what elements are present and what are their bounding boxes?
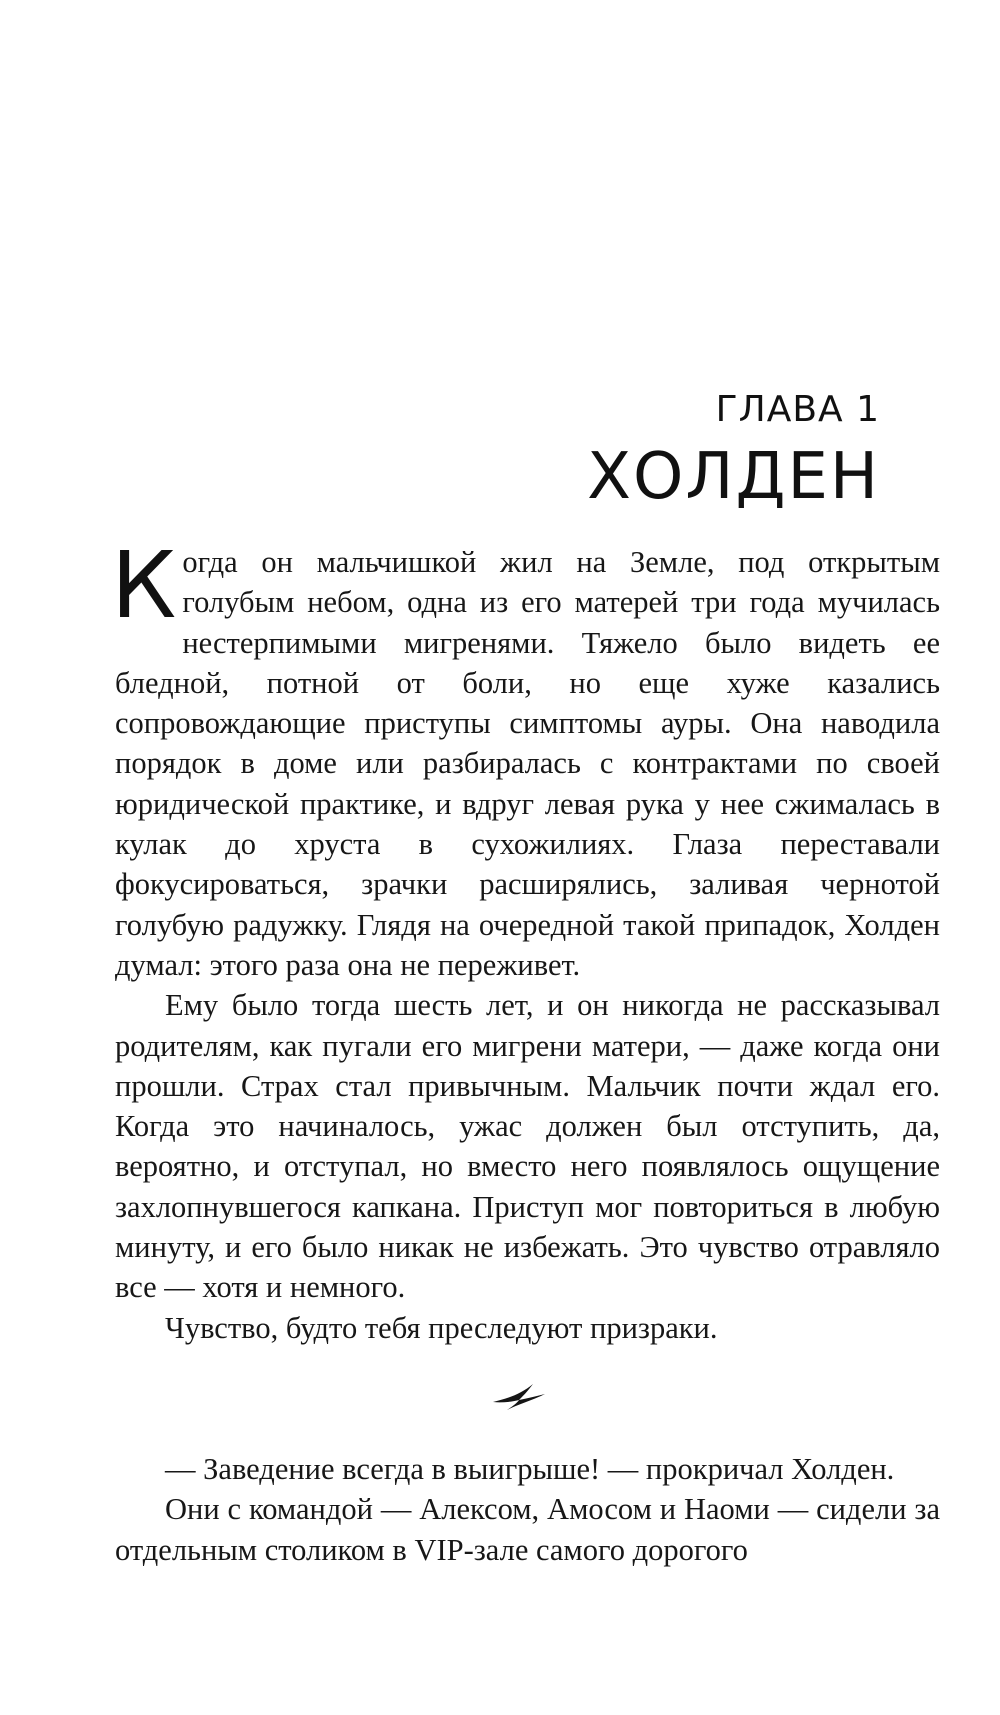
- chapter-number: ГЛАВА 1: [715, 389, 880, 430]
- chapter-opening-text: [111, 532, 940, 1348]
- paragraph-1: [111, 532, 940, 985]
- paragraph-2: Ему было тогда шесть лет, и он никогда не рассказывал родителям, как пугали его мигрени матери, — даже когда они прошли. Страх стал привычным. Мальчик почти ждал его. Когда это начиналось, ужас должен был отступить, да, вероятно, и отступал, но вместо него появлялось ощущение захлопнувшегося капкана. Приступ мог повториться в любую минуту, и его было никак не избежать. Это чувство отравляло все — хотя и немного.: [115, 988, 940, 1305]
- paragraph-4: — Заведение всегда в выигрыше! — прокричал Холден.: [165, 1452, 895, 1486]
- paragraph-5: Они с командой — Алексом, Амосом и Наоми — сидели за отдельным столиком в VIP-зале самого дорогого: [115, 1492, 940, 1567]
- chapter-heading: [587, 388, 880, 516]
- scene-two-text: [115, 1449, 940, 1570]
- stylized-flourish-icon: [489, 1378, 549, 1414]
- paragraph-3: Чувство, будто тебя преследуют призраки.: [165, 1310, 718, 1345]
- paragraph-1-text: огда он мальчишкой жил на Земле, под открытым голубым небом, одна из его матерей три года мучилась нестерпимыми мигренями. Тяжело было видеть ее бледной, потной от боли, но еще хуже казались сопровождающие приступы симптомы ауры. Она наводила порядок в доме или разбиралась с контрактами по своей юридической практике, и вдруг левая рука у нее сжималась в кулак до хруста в сухожилиях. Глаза переставали фокусироваться, зрачки расширялись, заливая чернотой голубую радужку. Глядя на очередной такой припадок, Холден думал: этого раза она не переживет.: [115, 545, 940, 982]
- chapter-title: ХОЛДЕН: [587, 440, 880, 514]
- drop-cap: К: [111, 532, 177, 639]
